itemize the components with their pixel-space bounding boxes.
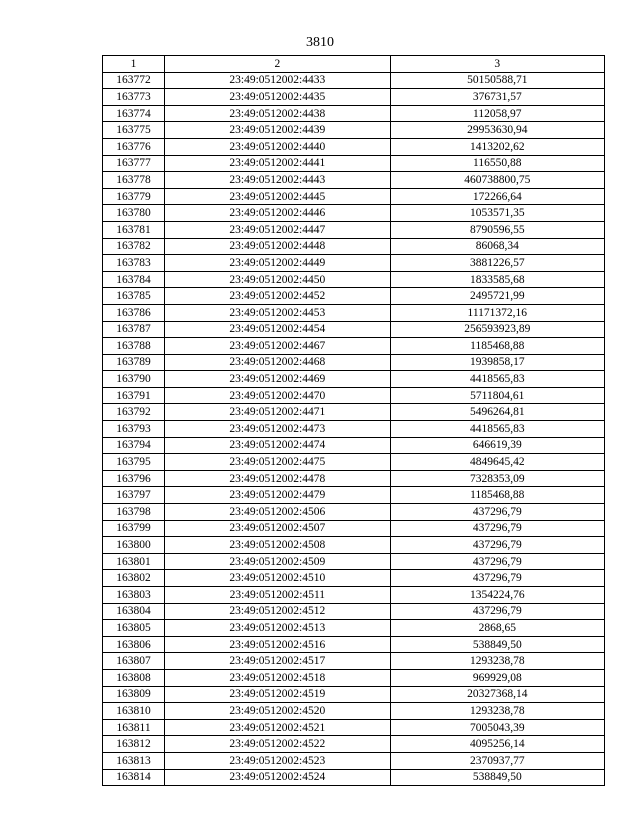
cadastral-number-cell: 23:49:0512002:4433 (165, 72, 390, 89)
row-number-cell: 163799 (103, 520, 165, 537)
table-row (103, 603, 605, 620)
cadastral-number-cell: 23:49:0512002:4467 (165, 338, 390, 355)
cadastral-number-cell: 23:49:0512002:4447 (165, 221, 390, 238)
cadastral-number-cell: 23:49:0512002:4518 (165, 669, 390, 686)
table-row (103, 620, 605, 637)
cadastral-value-cell: 172266,64 (390, 188, 604, 205)
cadastral-value-cell: 1413202,62 (390, 138, 604, 155)
table-row (103, 736, 605, 753)
cadastral-value-cell: 1185468,88 (390, 338, 604, 355)
table-row (103, 205, 605, 222)
cadastral-value-cell: 4849645,42 (390, 454, 604, 471)
row-number-cell: 163811 (103, 719, 165, 736)
row-number-cell: 163807 (103, 653, 165, 670)
row-number-cell: 163810 (103, 703, 165, 720)
cadastral-number-cell: 23:49:0512002:4440 (165, 138, 390, 155)
row-number-cell: 163806 (103, 636, 165, 653)
row-number-cell: 163775 (103, 122, 165, 139)
cadastral-value-cell: 50150588,71 (390, 72, 604, 89)
row-number-cell: 163774 (103, 105, 165, 122)
cadastral-value-cell: 646619,39 (390, 437, 604, 454)
table-row (103, 221, 605, 238)
cadastral-value-cell: 112058,97 (390, 105, 604, 122)
cadastral-value-cell: 437296,79 (390, 553, 604, 570)
cadastral-number-cell: 23:49:0512002:4510 (165, 570, 390, 587)
row-number-cell: 163783 (103, 255, 165, 272)
table-row (103, 288, 605, 305)
cadastral-number-cell: 23:49:0512002:4471 (165, 404, 390, 421)
cadastral-number-cell: 23:49:0512002:4513 (165, 620, 390, 637)
table-row (103, 238, 605, 255)
row-number-cell: 163812 (103, 736, 165, 753)
cadastral-number-cell: 23:49:0512002:4506 (165, 504, 390, 521)
table-row (103, 255, 605, 272)
cadastral-value-cell: 7328353,09 (390, 470, 604, 487)
cadastral-number-cell: 23:49:0512002:4512 (165, 603, 390, 620)
cadastral-value-cell: 437296,79 (390, 504, 604, 521)
row-number-cell: 163804 (103, 603, 165, 620)
cadastral-value-cell: 4418565,83 (390, 421, 604, 438)
page-number: 3810 (306, 35, 334, 50)
table-row (103, 470, 605, 487)
row-number-cell: 163813 (103, 752, 165, 769)
table-row (103, 138, 605, 155)
cadastral-value-cell: 1833585,68 (390, 271, 604, 288)
table-body (103, 72, 605, 786)
cadastral-value-cell: 29953630,94 (390, 122, 604, 139)
table-row (103, 769, 605, 786)
row-number-cell: 163805 (103, 620, 165, 637)
row-number-cell: 163786 (103, 304, 165, 321)
table-row (103, 155, 605, 172)
column-header-value: 3 (390, 56, 604, 73)
cadastral-value-cell: 1185468,88 (390, 487, 604, 504)
row-number-cell: 163777 (103, 155, 165, 172)
table-row (103, 404, 605, 421)
row-number-cell: 163784 (103, 271, 165, 288)
row-number-cell: 163793 (103, 421, 165, 438)
table-row (103, 653, 605, 670)
cadastral-value-cell: 11171372,16 (390, 304, 604, 321)
table-header-row (103, 56, 605, 73)
table-row (103, 354, 605, 371)
cadastral-number-cell: 23:49:0512002:4449 (165, 255, 390, 272)
cadastral-number-cell: 23:49:0512002:4519 (165, 686, 390, 703)
table-row (103, 421, 605, 438)
table-row (103, 304, 605, 321)
table-row (103, 669, 605, 686)
table-row (103, 387, 605, 404)
cadastral-number-cell: 23:49:0512002:4522 (165, 736, 390, 753)
table-row (103, 72, 605, 89)
row-number-cell: 163800 (103, 537, 165, 554)
cadastral-value-cell: 2495721,99 (390, 288, 604, 305)
table-row (103, 437, 605, 454)
row-number-cell: 163809 (103, 686, 165, 703)
cadastral-number-cell: 23:49:0512002:4452 (165, 288, 390, 305)
table-row (103, 719, 605, 736)
row-number-cell: 163787 (103, 321, 165, 338)
cadastral-number-cell: 23:49:0512002:4508 (165, 537, 390, 554)
cadastral-number-cell: 23:49:0512002:4443 (165, 172, 390, 189)
cadastral-value-cell: 5711804,61 (390, 387, 604, 404)
cadastral-value-cell: 437296,79 (390, 570, 604, 587)
cadastral-number-cell: 23:49:0512002:4469 (165, 371, 390, 388)
cadastral-number-cell: 23:49:0512002:4474 (165, 437, 390, 454)
cadastral-number-cell: 23:49:0512002:4438 (165, 105, 390, 122)
table-row (103, 520, 605, 537)
cadastral-value-cell: 2868,65 (390, 620, 604, 637)
table-row (103, 587, 605, 604)
cadastral-number-cell: 23:49:0512002:4478 (165, 470, 390, 487)
table-row (103, 122, 605, 139)
cadastral-value-cell: 1354224,76 (390, 587, 604, 604)
cadastral-value-cell: 1293238,78 (390, 703, 604, 720)
cadastral-value-cell: 116550,88 (390, 155, 604, 172)
row-number-cell: 163808 (103, 669, 165, 686)
row-number-cell: 163795 (103, 454, 165, 471)
cadastral-number-cell: 23:49:0512002:4521 (165, 719, 390, 736)
cadastral-number-cell: 23:49:0512002:4441 (165, 155, 390, 172)
cadastral-value-cell: 1939858,17 (390, 354, 604, 371)
row-number-cell: 163782 (103, 238, 165, 255)
cadastral-value-cell: 3881226,57 (390, 255, 604, 272)
row-number-cell: 163781 (103, 221, 165, 238)
cadastral-value-cell: 256593923,89 (390, 321, 604, 338)
cadastral-number-cell: 23:49:0512002:4475 (165, 454, 390, 471)
row-number-cell: 163789 (103, 354, 165, 371)
table-row (103, 553, 605, 570)
table-row (103, 504, 605, 521)
table-row (103, 703, 605, 720)
cadastral-value-cell: 538849,50 (390, 769, 604, 786)
cadastral-number-cell: 23:49:0512002:4516 (165, 636, 390, 653)
cadastral-number-cell: 23:49:0512002:4448 (165, 238, 390, 255)
row-number-cell: 163773 (103, 89, 165, 106)
cadastral-value-cell: 437296,79 (390, 537, 604, 554)
cadastral-value-cell: 437296,79 (390, 520, 604, 537)
row-number-cell: 163776 (103, 138, 165, 155)
cadastral-value-cell: 2370937,77 (390, 752, 604, 769)
cadastral-value-cell: 376731,57 (390, 89, 604, 106)
table-row (103, 570, 605, 587)
cadastral-value-table (102, 55, 605, 786)
cadastral-number-cell: 23:49:0512002:4509 (165, 553, 390, 570)
cadastral-number-cell: 23:49:0512002:4473 (165, 421, 390, 438)
row-number-cell: 163801 (103, 553, 165, 570)
table-row (103, 487, 605, 504)
cadastral-number-cell: 23:49:0512002:4520 (165, 703, 390, 720)
row-number-cell: 163798 (103, 504, 165, 521)
cadastral-number-cell: 23:49:0512002:4453 (165, 304, 390, 321)
cadastral-number-cell: 23:49:0512002:4507 (165, 520, 390, 537)
cadastral-number-cell: 23:49:0512002:4470 (165, 387, 390, 404)
cadastral-value-cell: 1053571,35 (390, 205, 604, 222)
table-row (103, 188, 605, 205)
cadastral-value-cell: 437296,79 (390, 603, 604, 620)
row-number-cell: 163802 (103, 570, 165, 587)
cadastral-value-cell: 460738800,75 (390, 172, 604, 189)
cadastral-number-cell: 23:49:0512002:4454 (165, 321, 390, 338)
row-number-cell: 163803 (103, 587, 165, 604)
row-number-cell: 163794 (103, 437, 165, 454)
cadastral-value-cell: 5496264,81 (390, 404, 604, 421)
row-number-cell: 163792 (103, 404, 165, 421)
cadastral-value-cell: 7005043,39 (390, 719, 604, 736)
row-number-cell: 163790 (103, 371, 165, 388)
table-row (103, 454, 605, 471)
row-number-cell: 163785 (103, 288, 165, 305)
table-row (103, 338, 605, 355)
cadastral-number-cell: 23:49:0512002:4450 (165, 271, 390, 288)
cadastral-number-cell: 23:49:0512002:4435 (165, 89, 390, 106)
cadastral-value-cell: 86068,34 (390, 238, 604, 255)
table-row (103, 636, 605, 653)
row-number-cell: 163788 (103, 338, 165, 355)
cadastral-number-cell: 23:49:0512002:4439 (165, 122, 390, 139)
cadastral-value-cell: 538849,50 (390, 636, 604, 653)
cadastral-number-cell: 23:49:0512002:4517 (165, 653, 390, 670)
cadastral-value-cell: 969929,08 (390, 669, 604, 686)
cadastral-number-cell: 23:49:0512002:4446 (165, 205, 390, 222)
row-number-cell: 163779 (103, 188, 165, 205)
cadastral-number-cell: 23:49:0512002:4511 (165, 587, 390, 604)
row-number-cell: 163778 (103, 172, 165, 189)
table-row (103, 686, 605, 703)
table-row (103, 105, 605, 122)
table-row (103, 371, 605, 388)
table-row (103, 321, 605, 338)
table-row (103, 271, 605, 288)
row-number-cell: 163814 (103, 769, 165, 786)
cadastral-value-cell: 1293238,78 (390, 653, 604, 670)
row-number-cell: 163797 (103, 487, 165, 504)
row-number-cell: 163796 (103, 470, 165, 487)
cadastral-value-cell: 20327368,14 (390, 686, 604, 703)
cadastral-value-cell: 4418565,83 (390, 371, 604, 388)
table-row (103, 89, 605, 106)
cadastral-number-cell: 23:49:0512002:4479 (165, 487, 390, 504)
table-row (103, 752, 605, 769)
cadastral-number-cell: 23:49:0512002:4468 (165, 354, 390, 371)
cadastral-number-cell: 23:49:0512002:4445 (165, 188, 390, 205)
cadastral-value-cell: 8790596,55 (390, 221, 604, 238)
cadastral-number-cell: 23:49:0512002:4523 (165, 752, 390, 769)
column-header-number: 1 (103, 56, 165, 73)
row-number-cell: 163780 (103, 205, 165, 222)
table-row (103, 172, 605, 189)
cadastral-value-cell: 4095256,14 (390, 736, 604, 753)
column-header-cadastral-number: 2 (165, 56, 390, 73)
cadastral-number-cell: 23:49:0512002:4524 (165, 769, 390, 786)
table-row (103, 537, 605, 554)
row-number-cell: 163772 (103, 72, 165, 89)
row-number-cell: 163791 (103, 387, 165, 404)
